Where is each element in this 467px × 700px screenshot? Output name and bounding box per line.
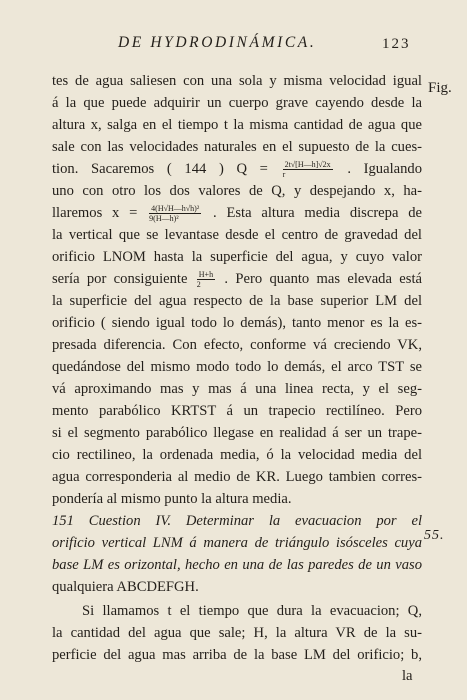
text-line: pondería al mismo punto la altura media. <box>52 491 292 507</box>
text-line: orificio ( siendo igual todo lo demás), tanto menor es la es- <box>52 315 422 331</box>
text-fragment: . Pero quanto mas elevada está <box>224 271 422 287</box>
text-line: la superficie del agua respecto de la base superior LM del <box>52 293 422 309</box>
text-line: quedándose del mismo modo todo lo demás, el arco TST se <box>52 359 422 375</box>
text-line: agua corresponderia al medio de KR. Luego tambien corres- <box>52 469 422 485</box>
text-fragment: . Igualando <box>347 161 423 177</box>
formula-fraction <box>149 204 201 223</box>
formula-fraction <box>283 160 333 179</box>
text-line: tes de agua saliesen con una sola y misma velocidad igual <box>52 73 422 89</box>
text-fragment: . Esta altura media discrepa de <box>213 205 422 221</box>
fraction-numerator: H+h <box>198 270 214 280</box>
text-line: si el segmento parabólico llegase en realidad á ser un trape- <box>52 425 422 441</box>
running-head: DE HYDRODINÁMICA. <box>118 34 317 51</box>
text-line: uno con otro los dos valores de Q, y despejando x, ha- <box>52 183 422 199</box>
fraction-numerator: 4(H√H—h√h)² <box>151 204 200 214</box>
text-line-formula <box>52 202 422 224</box>
text-line: presada diferencia. Con efecto, conforme vá creciendo VK, <box>52 337 422 353</box>
margin-fig-number: 55. <box>424 528 445 543</box>
fraction-denominator: 9(H—h)² <box>149 214 179 224</box>
text-line: perficie del agua mas arriba de la base LM del orificio; b, <box>52 647 422 663</box>
question-line: 151 Cuestion IV. Determinar la evacuacion por el <box>52 513 422 529</box>
formula-fraction <box>197 270 215 289</box>
page-number: 123 <box>382 36 411 52</box>
text-line: á la que puede adquirir un cuerpo grave cayendo desde la <box>52 95 422 111</box>
text-line: orificio LNOM hasta la superficie del agua, y cuyo valor <box>52 249 422 265</box>
question-line: base LM es orizontal, hecho en una de las paredes de un vaso <box>52 557 422 573</box>
text-line: mento parabólico KRTST á un trapecio rectilíneo. Pero <box>52 403 422 419</box>
text-fragment: tion. Sacaremos ( 144 ) Q = <box>52 161 268 177</box>
text-line: Si llamamos t el tiempo que dura la evacuacion; Q, <box>82 603 422 619</box>
text-line: cio rectilineo, la ordenada media, ó la velocidad media del <box>52 447 422 463</box>
question-line: qualquiera ABCDEFGH. <box>52 579 199 595</box>
catchword: la <box>402 668 413 684</box>
text-line-formula <box>52 268 422 290</box>
text-line-formula <box>52 158 422 180</box>
text-line: altura x, salga en el tiempo t la misma cantidad de agua que <box>52 117 422 133</box>
text-line: la vertical que se levantase desde el centro de gravedad del <box>52 227 422 243</box>
fraction-numerator: 2t√[H—h]√2x <box>284 160 331 170</box>
fraction-denominator: 2 <box>196 280 201 290</box>
fraction-denominator: r <box>282 170 286 180</box>
text-line: sale con las velocidades naturales en el supuesto de la cues- <box>52 139 422 155</box>
question-line: orificio vertical LNM á manera de triángulo isósceles cuya <box>52 535 422 551</box>
text-fragment: sería por consiguiente <box>52 271 188 287</box>
text-line: vá aproximando mas y mas á una linea recta, y el seg- <box>52 381 422 397</box>
text-fragment: llaremos x = <box>52 205 138 221</box>
margin-fig-label: Fig. <box>428 80 452 96</box>
text-line: la cantidad del agua que sale; H, la altura VR de la su- <box>52 625 422 641</box>
